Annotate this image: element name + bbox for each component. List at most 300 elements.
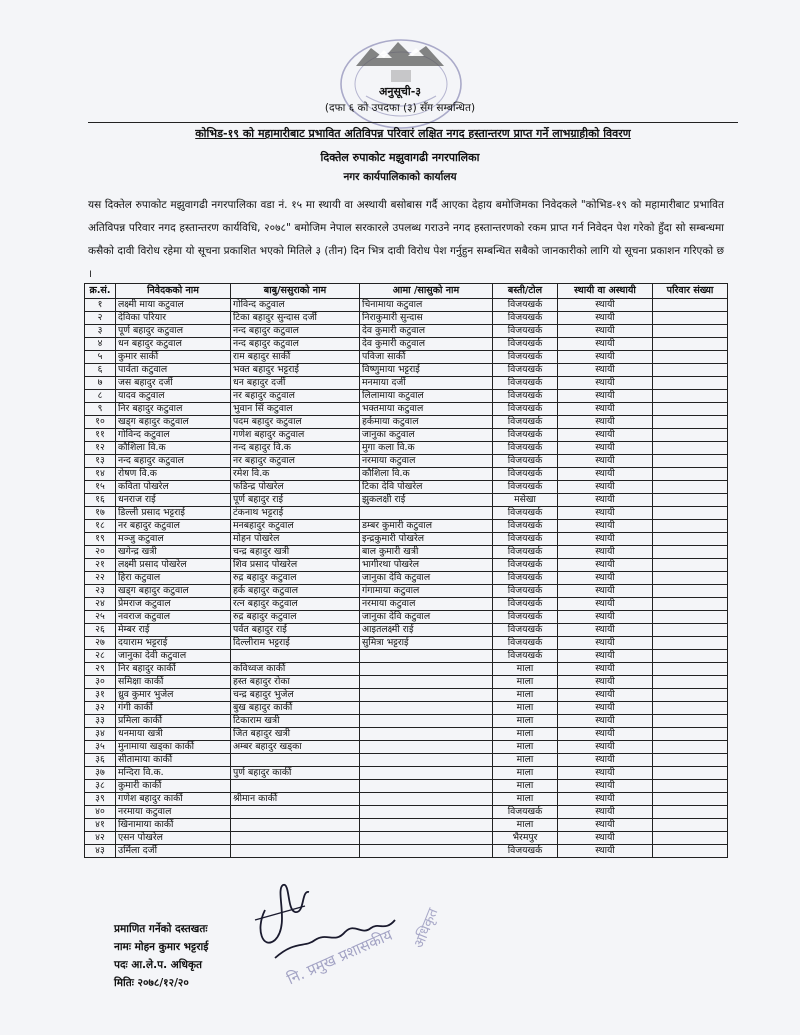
cell-applicant-name: दयाराम भट्टराई <box>116 637 231 650</box>
cell-applicant-name: नन्द बहादुर कटुवाल <box>116 455 231 468</box>
cell-mother-name <box>360 832 493 845</box>
cell-serial: १२ <box>85 442 116 455</box>
cell-settlement: भैरमपुर <box>493 832 558 845</box>
cell-residency-status: स्थायी <box>558 741 653 754</box>
cell-mother-name: देव कुमारी कटुवाल <box>360 338 493 351</box>
header-settlement: बस्ती/टोल <box>493 284 558 299</box>
cell-applicant-name: गंगी कार्की <box>116 702 231 715</box>
cell-applicant-name: धनराज राई <box>116 494 231 507</box>
cell-serial: ८ <box>85 390 116 403</box>
cell-residency-status: स्थायी <box>558 663 653 676</box>
cell-applicant-name: देविका परियार <box>116 312 231 325</box>
cell-serial: २३ <box>85 585 116 598</box>
cell-father-name: नन्द बहादुर कटुवाल <box>231 325 360 338</box>
cell-family-count <box>653 741 728 754</box>
cell-serial: ११ <box>85 429 116 442</box>
table-row <box>85 416 728 429</box>
table-row <box>85 637 728 650</box>
cell-residency-status: स्थायी <box>558 650 653 663</box>
cell-settlement: विजयखर्क <box>493 312 558 325</box>
cell-family-count <box>653 546 728 559</box>
cell-father-name: टिकाराम खत्री <box>231 715 360 728</box>
table-row <box>85 806 728 819</box>
cell-mother-name: नरमाया कटुवाल <box>360 455 493 468</box>
cell-applicant-name: मेम्बर राई <box>116 624 231 637</box>
cell-residency-status: स्थायी <box>558 572 653 585</box>
cell-residency-status: स्थायी <box>558 806 653 819</box>
cell-family-count <box>653 481 728 494</box>
cell-father-name: शिव प्रसाद पोखरेल <box>231 559 360 572</box>
cell-residency-status: स्थायी <box>558 754 653 767</box>
cell-mother-name: नरमाया कटुवाल <box>360 598 493 611</box>
official-stamp-text-2: अधिकृत <box>411 906 442 951</box>
cell-father-name: चन्द्र बहादुर भुजेल <box>231 689 360 702</box>
table-row <box>85 390 728 403</box>
cell-mother-name <box>360 767 493 780</box>
cell-residency-status: स्थायी <box>558 351 653 364</box>
table-row <box>85 793 728 806</box>
cell-residency-status: स्थायी <box>558 793 653 806</box>
cell-father-name: रमेश वि.क <box>231 468 360 481</box>
cell-applicant-name: निर बहादुर कटुवाल <box>116 403 231 416</box>
cell-father-name <box>231 650 360 663</box>
cell-father-name <box>231 832 360 845</box>
cell-residency-status: स्थायी <box>558 819 653 832</box>
cell-residency-status: स्थायी <box>558 559 653 572</box>
cell-mother-name <box>360 650 493 663</box>
cell-settlement: विजयखर्क <box>493 650 558 663</box>
cell-residency-status: स्थायी <box>558 481 653 494</box>
cell-residency-status: स्थायी <box>558 364 653 377</box>
header-father-name: बाबु/ससुराको नाम <box>231 284 360 299</box>
cell-father-name: टंकनाथ भट्टराई <box>231 507 360 520</box>
cell-family-count <box>653 637 728 650</box>
cell-mother-name: जानुका देवि कटुवाल <box>360 611 493 624</box>
cell-applicant-name: सीतामाया कार्की <box>116 754 231 767</box>
cell-father-name: रत्न बहादुर कटुवाल <box>231 598 360 611</box>
table-row <box>85 481 728 494</box>
cell-applicant-name: पूर्ण बहादुर कटुवाल <box>116 325 231 338</box>
cell-serial: ४३ <box>85 845 116 858</box>
table-row <box>85 754 728 767</box>
table-row <box>85 442 728 455</box>
cell-applicant-name: मुनामाया खड्का कार्की <box>116 741 231 754</box>
official-stamp-text: नि. प्रमुख प्रशासकीय <box>284 925 396 989</box>
cell-family-count <box>653 832 728 845</box>
cell-serial: ४२ <box>85 832 116 845</box>
cell-serial: ९ <box>85 403 116 416</box>
cell-settlement: विजयखर्क <box>493 806 558 819</box>
table-row <box>85 702 728 715</box>
cell-settlement: विजयखर्क <box>493 845 558 858</box>
cell-father-name: पदम बहादुर कटुवाल <box>231 416 360 429</box>
cell-mother-name: सुमित्रा भट्टराई <box>360 637 493 650</box>
certifier-post: पदः आ.ले.प. अधिकृत <box>114 959 202 971</box>
cell-father-name: कविध्वज कार्की <box>231 663 360 676</box>
table-row <box>85 455 728 468</box>
cell-family-count <box>653 377 728 390</box>
table-row <box>85 559 728 572</box>
cell-mother-name <box>360 702 493 715</box>
cell-serial: १८ <box>85 520 116 533</box>
cell-applicant-name: पार्वता कटुवाल <box>116 364 231 377</box>
table-row <box>85 403 728 416</box>
cell-family-count <box>653 364 728 377</box>
cell-serial: १९ <box>85 533 116 546</box>
cell-serial: ३२ <box>85 702 116 715</box>
cell-settlement: विजयखर्क <box>493 572 558 585</box>
cell-residency-status: स्थायी <box>558 390 653 403</box>
cell-serial: ४० <box>85 806 116 819</box>
table-row <box>85 767 728 780</box>
table-row <box>85 364 728 377</box>
cell-father-name: मोहन पोखरेल <box>231 533 360 546</box>
cell-residency-status: स्थायी <box>558 780 653 793</box>
table-row <box>85 715 728 728</box>
cell-mother-name: डम्बर कुमारी कटुवाल <box>360 520 493 533</box>
cell-serial: ३० <box>85 676 116 689</box>
cell-settlement: विजयखर्क <box>493 390 558 403</box>
cell-mother-name: विष्णुमाया भट्टराई <box>360 364 493 377</box>
cell-mother-name <box>360 819 493 832</box>
certification-date: मितिः २०७८/१२/२० <box>114 977 189 989</box>
cell-settlement: माला <box>493 728 558 741</box>
cell-residency-status: स्थायी <box>558 767 653 780</box>
cell-serial: ५ <box>85 351 116 364</box>
cell-serial: ४ <box>85 338 116 351</box>
cell-settlement: विजयखर्क <box>493 624 558 637</box>
cell-family-count <box>653 663 728 676</box>
cell-father-name: नन्द बहादुर वि.क <box>231 442 360 455</box>
cell-family-count <box>653 819 728 832</box>
cell-mother-name: गंगामाया कटुवाल <box>360 585 493 598</box>
table-row <box>85 338 728 351</box>
annex-label: अनुसूची-३ <box>378 85 422 98</box>
cell-settlement: विजयखर्क <box>493 611 558 624</box>
cell-serial: २ <box>85 312 116 325</box>
cell-settlement: विजयखर्क <box>493 442 558 455</box>
cell-serial: ३७ <box>85 767 116 780</box>
cell-family-count <box>653 520 728 533</box>
cell-applicant-name: खड्ग बहादुर कटुवाल <box>116 585 231 598</box>
cell-applicant-name: कविता पोखरेल <box>116 481 231 494</box>
cell-settlement: विजयखर्क <box>493 507 558 520</box>
cell-father-name: पूर्ण बहादुर राई <box>231 494 360 507</box>
cell-mother-name <box>360 676 493 689</box>
table-row <box>85 468 728 481</box>
cell-family-count <box>653 455 728 468</box>
cell-serial: ३३ <box>85 715 116 728</box>
cell-residency-status: स्थायी <box>558 533 653 546</box>
cell-settlement: विजयखर्क <box>493 351 558 364</box>
cell-mother-name: इन्द्रकुमारी पोखरेल <box>360 533 493 546</box>
cell-mother-name <box>360 715 493 728</box>
cell-mother-name: जानुका कटुवाल <box>360 429 493 442</box>
cell-family-count <box>653 416 728 429</box>
cell-residency-status: स्थायी <box>558 299 653 312</box>
cell-family-count <box>653 780 728 793</box>
cell-mother-name <box>360 793 493 806</box>
cell-family-count <box>653 494 728 507</box>
cell-applicant-name: यादव कटुवाल <box>116 390 231 403</box>
header-mother-name: आमा /सासुको नाम <box>360 284 493 299</box>
cell-mother-name: बाल कुमारी खत्री <box>360 546 493 559</box>
cell-serial: २६ <box>85 624 116 637</box>
cell-settlement: विजयखर्क <box>493 546 558 559</box>
certifier-name: नामः मोहन कुमार भट्टराई <box>114 941 209 953</box>
cell-family-count <box>653 728 728 741</box>
cell-residency-status: स्थायी <box>558 429 653 442</box>
cell-father-name: राम बहादुर सार्की <box>231 351 360 364</box>
cell-settlement: माला <box>493 741 558 754</box>
cell-father-name: भुवान सिं कटुवाल <box>231 403 360 416</box>
cell-mother-name <box>360 845 493 858</box>
cell-serial: ६ <box>85 364 116 377</box>
cell-settlement: माला <box>493 754 558 767</box>
cell-residency-status: स्थायी <box>558 468 653 481</box>
cell-serial: १० <box>85 416 116 429</box>
cell-applicant-name: उर्मिला दर्जी <box>116 845 231 858</box>
cell-mother-name <box>360 663 493 676</box>
cell-father-name: नर बहादुर कटुवाल <box>231 390 360 403</box>
table-header-row <box>85 284 728 299</box>
cell-serial: २२ <box>85 572 116 585</box>
cell-serial: २९ <box>85 663 116 676</box>
cell-family-count <box>653 793 728 806</box>
cell-applicant-name: कुमार सार्की <box>116 351 231 364</box>
cell-applicant-name: ध्रुव कुमार भुजेल <box>116 689 231 702</box>
cell-applicant-name: रोषण वि.क <box>116 468 231 481</box>
cell-serial: ३ <box>85 325 116 338</box>
cell-settlement: विजयखर्क <box>493 325 558 338</box>
table-row <box>85 520 728 533</box>
cell-father-name: गोविन्द कटुवाल <box>231 299 360 312</box>
cell-family-count <box>653 715 728 728</box>
cell-family-count <box>653 312 728 325</box>
cell-family-count <box>653 754 728 767</box>
cell-mother-name: हर्कमाया कटुवाल <box>360 416 493 429</box>
cell-settlement: माला <box>493 702 558 715</box>
cell-settlement: विजयखर्क <box>493 338 558 351</box>
cell-family-count <box>653 650 728 663</box>
table-row <box>85 611 728 624</box>
cell-father-name: टिका बहादुर सुन्दास दर्जी <box>231 312 360 325</box>
cell-residency-status: स्थायी <box>558 403 653 416</box>
cell-family-count <box>653 299 728 312</box>
cell-father-name: जित बहादुर खत्री <box>231 728 360 741</box>
cell-mother-name <box>360 507 493 520</box>
cell-family-count <box>653 468 728 481</box>
cell-applicant-name: मन्दिरा वि.क. <box>116 767 231 780</box>
cell-settlement: माला <box>493 689 558 702</box>
cell-settlement: विजयखर्क <box>493 416 558 429</box>
cell-mother-name: भक्तमाया कटुवाल <box>360 403 493 416</box>
table-row <box>85 676 728 689</box>
cell-mother-name: मुगा कला वि.क <box>360 442 493 455</box>
cell-applicant-name: नवराज कटुवाल <box>116 611 231 624</box>
cell-settlement: माला <box>493 663 558 676</box>
cell-serial: २५ <box>85 611 116 624</box>
cell-serial: २४ <box>85 598 116 611</box>
cell-serial: २८ <box>85 650 116 663</box>
cell-family-count <box>653 845 728 858</box>
cell-settlement: विजयखर्क <box>493 429 558 442</box>
cell-settlement: विजयखर्क <box>493 520 558 533</box>
cell-father-name: नन्द बहादुर कटुवाल <box>231 338 360 351</box>
table-row <box>85 780 728 793</box>
cell-residency-status: स्थायी <box>558 520 653 533</box>
cell-residency-status: स्थायी <box>558 715 653 728</box>
cell-settlement: विजयखर्क <box>493 299 558 312</box>
cell-serial: ३५ <box>85 741 116 754</box>
cell-father-name: चन्द्र बहादुर खत्री <box>231 546 360 559</box>
cell-settlement: माला <box>493 780 558 793</box>
document-title: कोभिड-१९ को महामारीबाट प्रभावित अतिविपन्न परिवारं लक्षित नगद हस्तान्तरण प्राप्त गर्ने लाभग्राहीको विवरण <box>88 122 738 141</box>
cell-residency-status: स्थायी <box>558 377 653 390</box>
cell-father-name: हर्क बहादुर कटुवाल <box>231 585 360 598</box>
cell-residency-status: स्थायी <box>558 546 653 559</box>
table-row <box>85 377 728 390</box>
beneficiary-table <box>84 283 728 858</box>
cell-serial: ३८ <box>85 780 116 793</box>
cell-mother-name <box>360 741 493 754</box>
table-row <box>85 299 728 312</box>
cell-father-name <box>231 780 360 793</box>
cell-settlement: विजयखर्क <box>493 403 558 416</box>
cell-applicant-name: जस बहादुर दर्जी <box>116 377 231 390</box>
cell-family-count <box>653 702 728 715</box>
cell-settlement: विजयखर्क <box>493 481 558 494</box>
cell-applicant-name: मञ्जु कटुवाल <box>116 533 231 546</box>
table-row <box>85 494 728 507</box>
cell-residency-status: स्थायी <box>558 507 653 520</box>
cell-applicant-name: जानुका देवी कटुवाल <box>116 650 231 663</box>
cell-serial: ७ <box>85 377 116 390</box>
cell-settlement: विजयखर्क <box>493 364 558 377</box>
cell-applicant-name: कौशिला वि.क <box>116 442 231 455</box>
cell-applicant-name: समिक्षा कार्की <box>116 676 231 689</box>
cell-family-count <box>653 559 728 572</box>
cell-father-name <box>231 845 360 858</box>
cell-family-count <box>653 767 728 780</box>
notice-paragraph: यस दिक्तेल रुपाकोट मझुवागढी नगरपालिका वडा नं. १५ मा स्थायी वा अस्थायी बसोबास गर्दै आएका देहाय बमोजिमका निवेदकले "कोभिड-१९ को महामारीबाट प्रभावित अतिविपन्न परिवार नगद हस्तान्तरण कार्यविधि, २०७८" बमोजिम नेपाल सरकारले उपलब्ध गराउने नगद हस्तान्तरणको रकम प्राप्त गर्न निवेदन पेश गरेको हुँदा सो सम्बन्धमा कसैको दावी विरोध रहेमा यो सूचना प्रकाशित भएको मितिले ३ (तीन) दिन भित्र दावी विरोध पेश गर्नुहुन सम्बन्धित सबैको जानकारीको लागि यो सूचना प्रकाशन गरिएको छ । <box>88 199 724 280</box>
cell-applicant-name: हिरा कटुवाल <box>116 572 231 585</box>
cell-residency-status: स्थायी <box>558 325 653 338</box>
cell-family-count <box>653 598 728 611</box>
cell-settlement: विजयखर्क <box>493 598 558 611</box>
cell-father-name: पर्वत बहादुर राई <box>231 624 360 637</box>
cell-applicant-name: प्रमिला कार्की <box>116 715 231 728</box>
cell-residency-status: स्थायी <box>558 845 653 858</box>
cell-father-name <box>231 806 360 819</box>
cell-applicant-name: खड्ग बहादुर कटुवाल <box>116 416 231 429</box>
cell-mother-name: देव कुमारी कटुवाल <box>360 325 493 338</box>
table-row <box>85 429 728 442</box>
cell-serial: ३६ <box>85 754 116 767</box>
cell-residency-status: स्थायी <box>558 637 653 650</box>
cell-applicant-name: गोविन्द कटुवाल <box>116 429 231 442</box>
cell-residency-status: स्थायी <box>558 442 653 455</box>
cell-applicant-name: नर बहादुर कटुवाल <box>116 520 231 533</box>
table-row <box>85 507 728 520</box>
cell-residency-status: स्थायी <box>558 455 653 468</box>
cell-father-name: मनबहादुर कटुवाल <box>231 520 360 533</box>
header-applicant-name: निवेदकको नाम <box>116 284 231 299</box>
table-row <box>85 598 728 611</box>
cell-residency-status: स्थायी <box>558 611 653 624</box>
cell-family-count <box>653 442 728 455</box>
table-row <box>85 624 728 637</box>
cell-settlement: माला <box>493 819 558 832</box>
cell-serial: १५ <box>85 481 116 494</box>
table-row <box>85 533 728 546</box>
cell-father-name: भक्त बहादुर भट्टराई <box>231 364 360 377</box>
cell-father-name: रुद्र बहादुर कटुवाल <box>231 572 360 585</box>
cell-mother-name: भागीरथा पोखरेल <box>360 559 493 572</box>
certification-block <box>114 920 208 992</box>
cell-settlement: विजयखर्क <box>493 533 558 546</box>
cell-serial: १६ <box>85 494 116 507</box>
cell-family-count <box>653 338 728 351</box>
cell-family-count <box>653 351 728 364</box>
cell-residency-status: स्थायी <box>558 312 653 325</box>
cell-settlement: माला <box>493 767 558 780</box>
header-residency-status: स्थायी वा अस्थायी <box>558 284 653 299</box>
cell-applicant-name: कुमारी कार्की <box>116 780 231 793</box>
office-name: नगर कार्यपालिकाको कार्यालय <box>343 171 457 183</box>
cell-residency-status: स्थायी <box>558 689 653 702</box>
cell-father-name: अम्बर बहादुर खड्का <box>231 741 360 754</box>
cell-family-count <box>653 507 728 520</box>
cell-father-name: श्रीमान कार्की <box>231 793 360 806</box>
cell-father-name <box>231 819 360 832</box>
section-reference: (दफा ६ को उपदफा (३) सँग सम्बन्धित) <box>324 102 476 114</box>
cell-father-name: दिल्लीराम भट्टराई <box>231 637 360 650</box>
cell-mother-name: कौशिला वि.क <box>360 468 493 481</box>
cell-mother-name: पविजा सार्की <box>360 351 493 364</box>
cell-settlement: विजयखर्क <box>493 455 558 468</box>
cell-applicant-name: धनमाया खत्री <box>116 728 231 741</box>
cell-mother-name: आइतलक्ष्मी राई <box>360 624 493 637</box>
cell-family-count <box>653 806 728 819</box>
cell-residency-status: स्थायी <box>558 598 653 611</box>
cell-serial: २७ <box>85 637 116 650</box>
cell-father-name: पुर्ण बहादुर कार्की <box>231 767 360 780</box>
header-family-count: परिवार संख्या <box>653 284 728 299</box>
cell-father-name: गणेश बहादुर कटुवाल <box>231 429 360 442</box>
cell-family-count <box>653 403 728 416</box>
cell-mother-name <box>360 806 493 819</box>
cell-father-name: रुद्र बहादुर कटुवाल <box>231 611 360 624</box>
cell-father-name: धन बहादुर दर्जी <box>231 377 360 390</box>
cell-mother-name: मनमाया दर्जी <box>360 377 493 390</box>
cell-mother-name: चिनामाया कटुवाल <box>360 299 493 312</box>
cell-family-count <box>653 572 728 585</box>
table-row <box>85 351 728 364</box>
cell-residency-status: स्थायी <box>558 832 653 845</box>
cell-applicant-name: खगेन्द्र खत्री <box>116 546 231 559</box>
cell-mother-name: टिका देवि पोखरेल <box>360 481 493 494</box>
cell-mother-name: झुकलक्षी राई <box>360 494 493 507</box>
cell-settlement: माला <box>493 793 558 806</box>
table-row <box>85 663 728 676</box>
cell-family-count <box>653 624 728 637</box>
cell-applicant-name: प्रेमराज कटुवाल <box>116 598 231 611</box>
cell-residency-status: स्थायी <box>558 676 653 689</box>
cell-family-count <box>653 429 728 442</box>
table-row <box>85 845 728 858</box>
cell-serial: ३१ <box>85 689 116 702</box>
